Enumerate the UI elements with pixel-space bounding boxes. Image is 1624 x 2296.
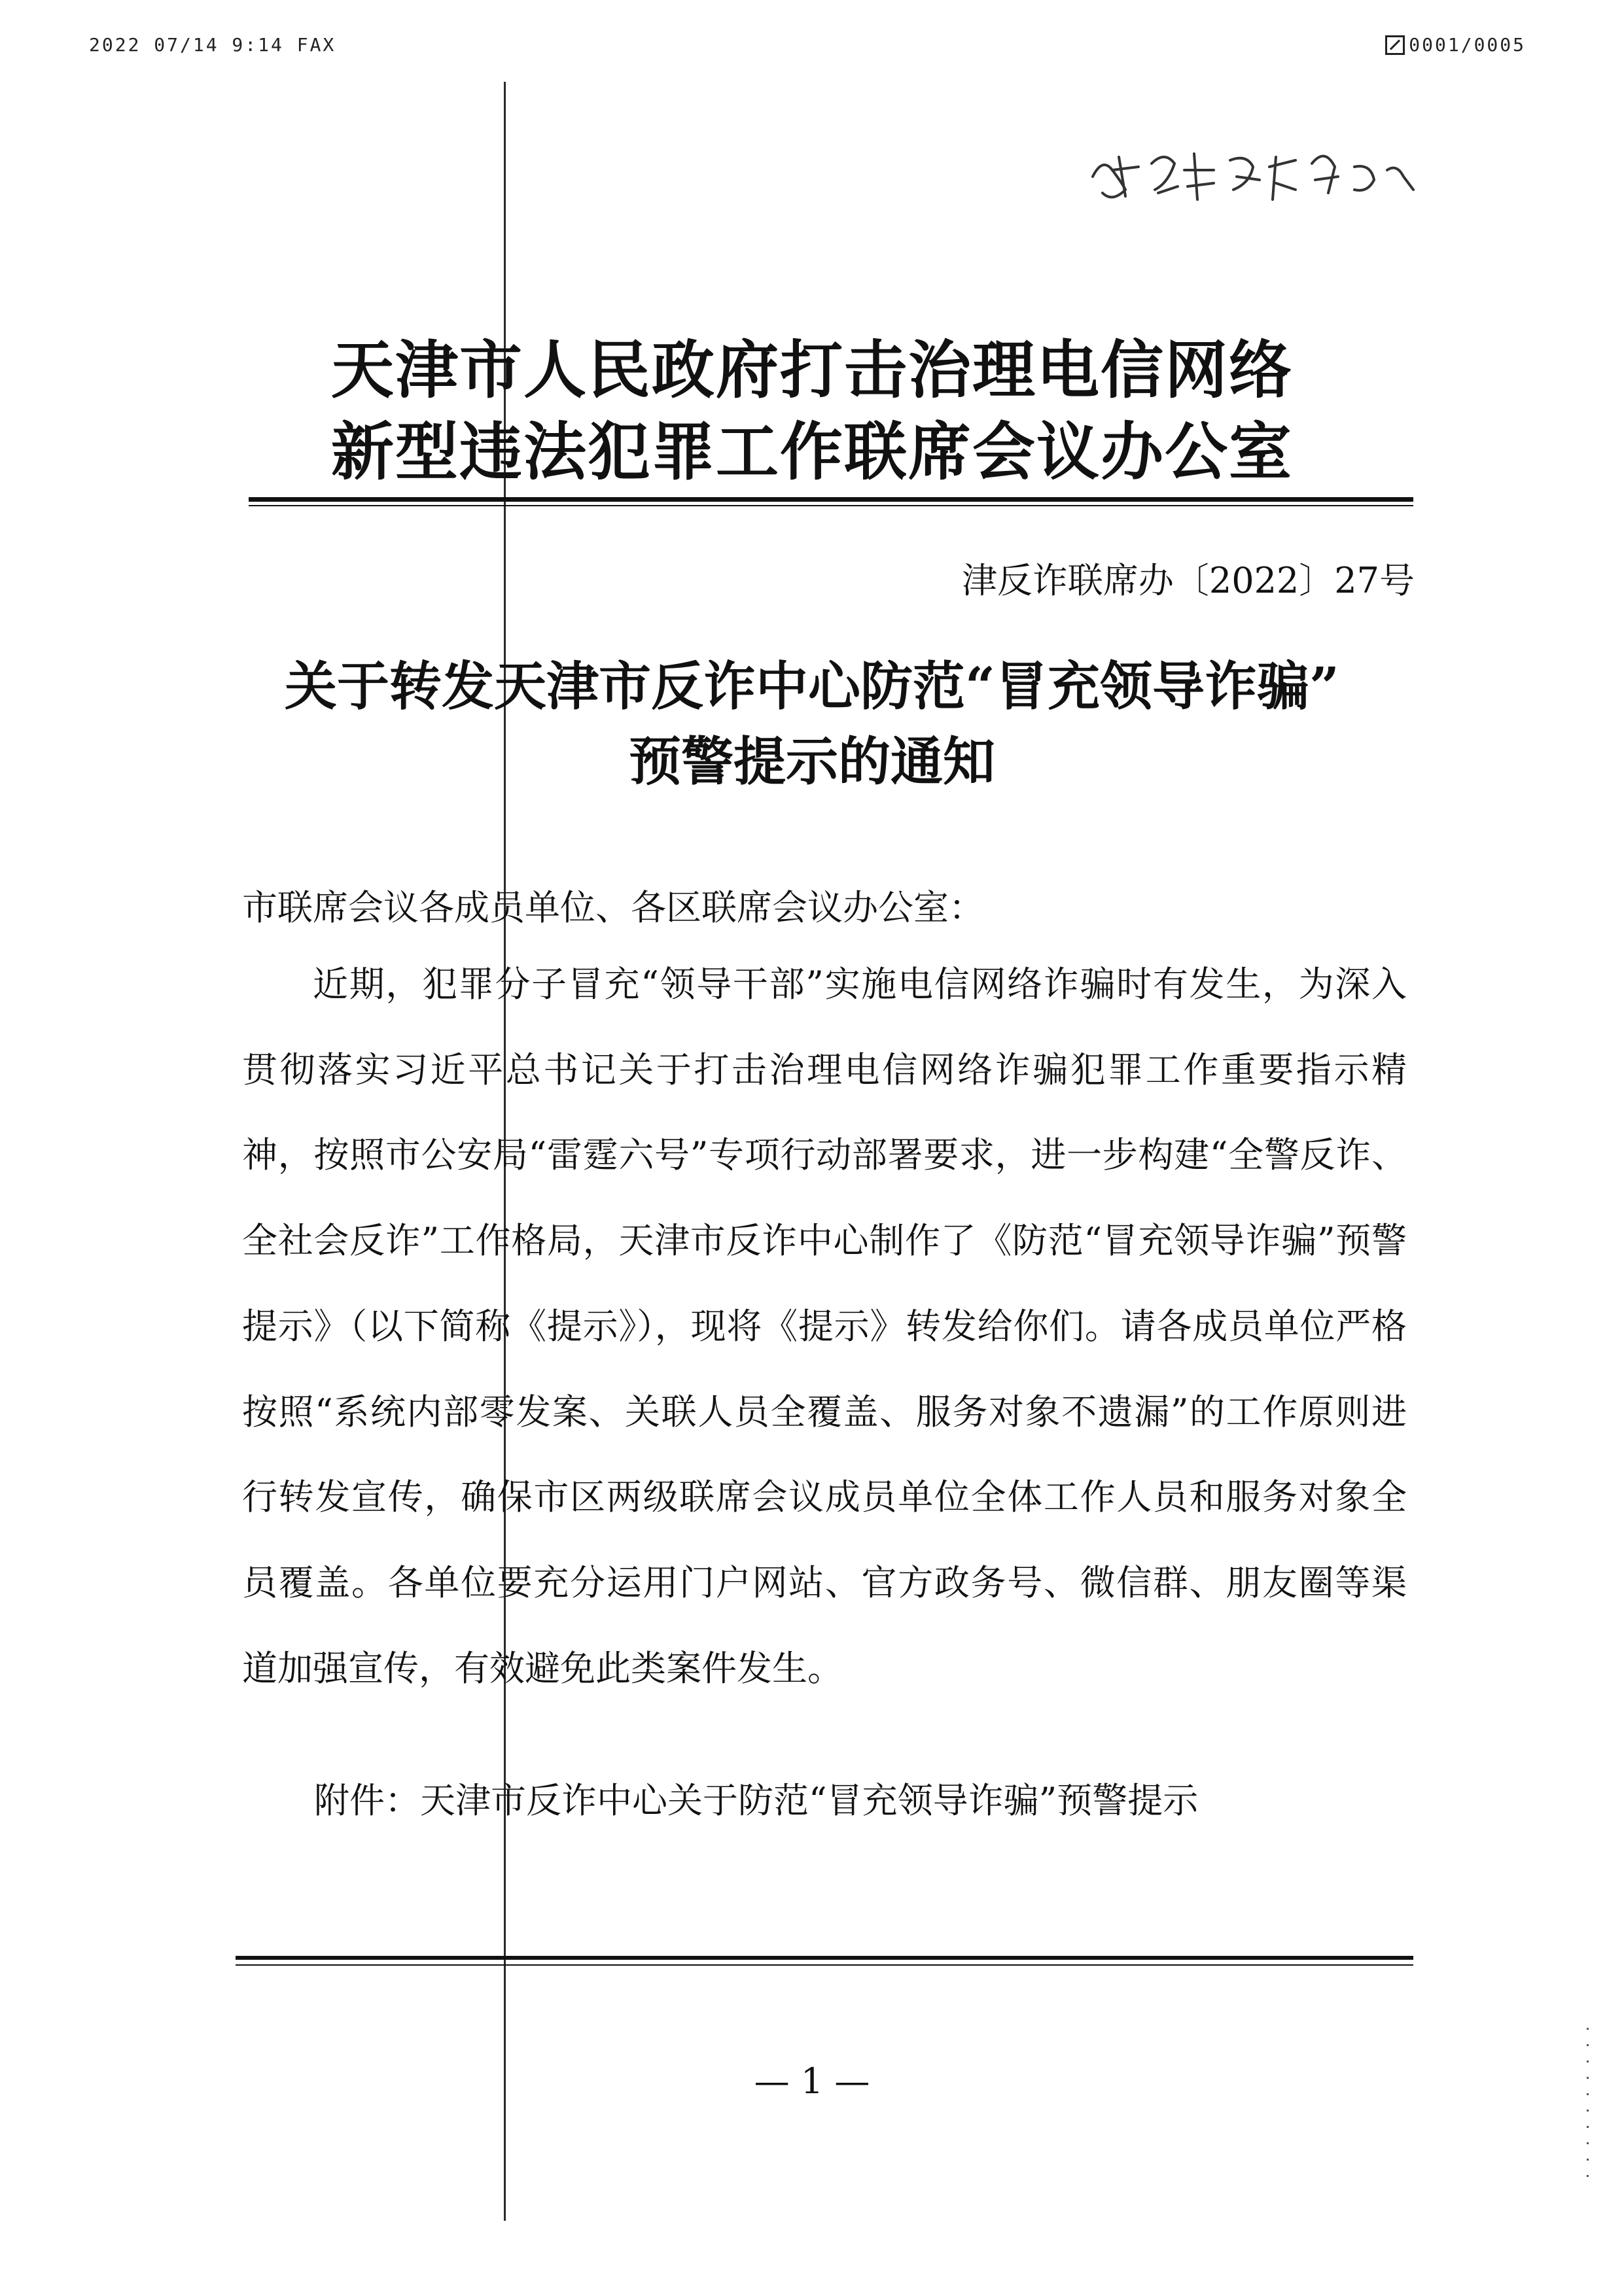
- document-title-line1: 关于转发天津市反诈中心防范“冒充领导诈骗”: [284, 655, 1340, 717]
- footer-divider-thin: [236, 1964, 1413, 1966]
- footer-divider-thick: [236, 1956, 1413, 1960]
- document-title-line2: 预警提示的通知: [629, 731, 995, 792]
- issuing-office-line2: 新型违法犯罪工作联席会议办公室: [331, 415, 1293, 489]
- fax-page-count-text: 0001/0005: [1409, 34, 1526, 56]
- header-divider-thick: [249, 497, 1413, 502]
- scan-edge-noise: [1585, 2028, 1591, 2224]
- attachment-line: 附件：天津市反诈中心关于防范“冒充领导诈骗”预警提示: [314, 1780, 1199, 1821]
- fax-page-counter: [1385, 34, 1526, 56]
- document-number: 津反诈联席办〔2022〕27号: [961, 560, 1415, 601]
- salutation: 市联席会议各成员单位、各区联席会议办公室：: [242, 887, 984, 928]
- issuing-office-line1: 天津市人民政府打击治理电信网络: [331, 333, 1293, 407]
- fax-timestamp: 2022 07/14 9:14 FAX: [89, 34, 336, 56]
- handwritten-annotation: [1080, 131, 1420, 216]
- page-number: — 1 —: [754, 2061, 870, 2102]
- body-paragraph: 近期，犯罪分子冒充“领导干部”实施电信网络诈骗时有发生，为深入贯彻落实习近平总书记关于打击治理电信网络诈骗犯罪工作重要指示精神，按照市公安局“雷霆六号”专项行动部署要求，进一步构建“全警反诈、全社会反诈”工作格局，天津市反诈中心制作了《防范“冒充领导诈骗”预警提示》（以下简称《提示》），现将《提示》转发给你们。请各成员单位严格按照“系统内部零发案、关联人员全覆盖、服务对象不遗漏”的工作原则进行转发宣传，确保市区两级联席会议成员单位全体工作人员和服务对象全员覆盖。各单位要充分运用门户网站、官方政务号、微信群、朋友圈等渠道加强宣传，有效避免此类案件发生。: [242, 964, 1407, 1689]
- fax-checkbox-icon: [1385, 35, 1405, 55]
- header-divider-thin: [249, 505, 1413, 506]
